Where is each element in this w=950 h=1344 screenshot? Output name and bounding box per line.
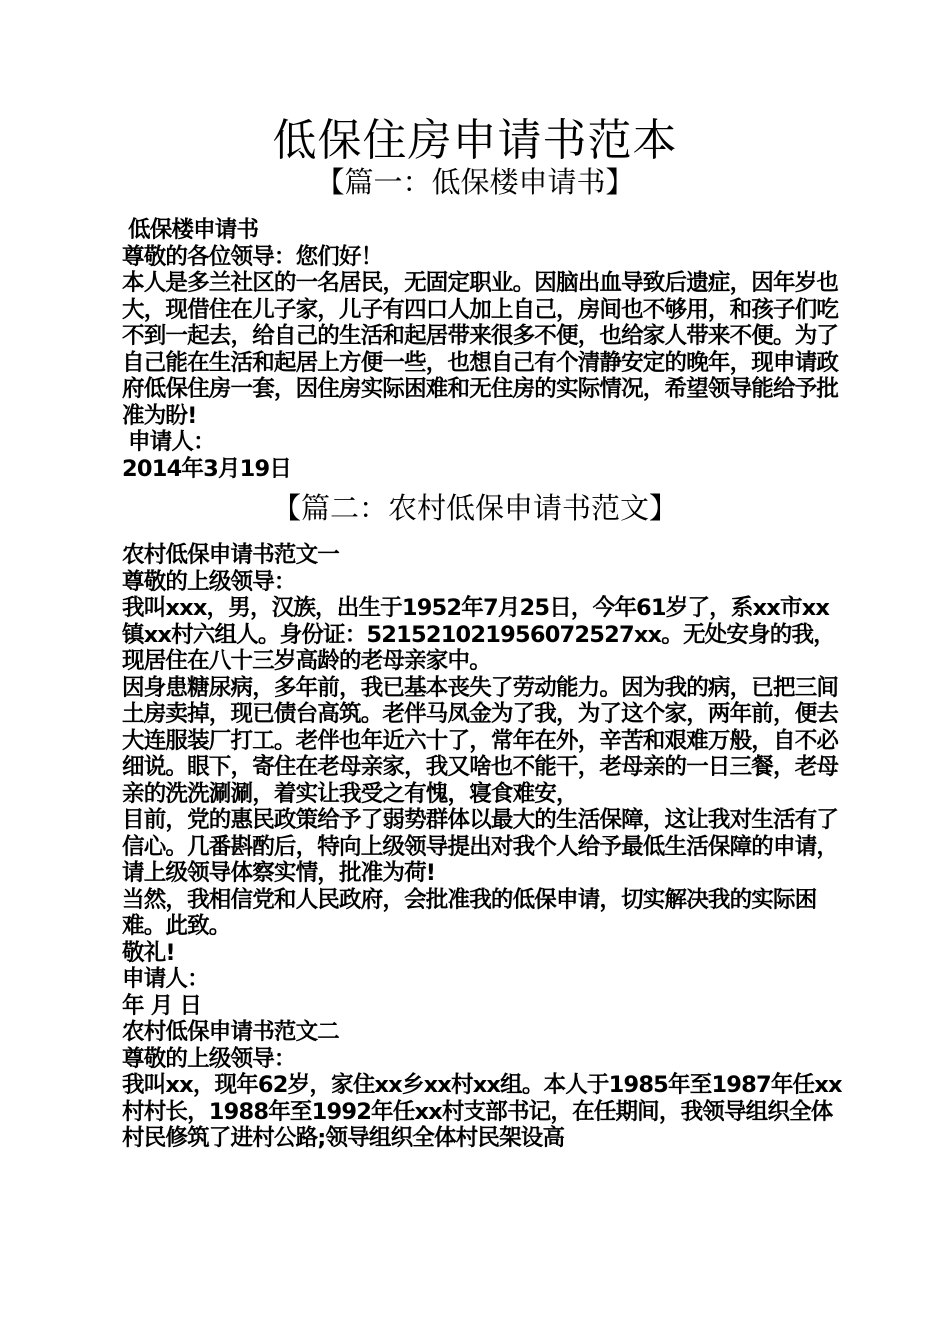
letter-title: 低保楼申请书 [128, 217, 259, 243]
letter-title: 农村低保申请书范文二 [122, 1019, 340, 1045]
document-title: 低保住房申请书范本 [272, 115, 678, 166]
date-line: 年 月 日 [122, 992, 202, 1019]
letter-title: 农村低保申请书范文一 [122, 542, 340, 568]
salutation: 尊敬的上级领导： [122, 568, 296, 595]
paragraph: 我叫xxx，男，汉族，出生于1952年7月25日，今年61岁了，系xx市xx镇xx村六组人。身份证：52152102195607252​7xx。无处安身的我，现居住在八十三岁高龄的老母亲家中。 [122, 595, 835, 674]
section-2-body [116, 542, 846, 1152]
paragraph: 我叫xx，现年62岁，家住xx乡xx村xx组。本人于1985年至1987年任xx村村长，1988年至1992年任xx村支部书记，在任期间，我领导组织全体村民修筑了进村公路;领导组织全体村民架设高 [122, 1072, 842, 1151]
salutation: 尊敬的各位领导：您们好！ [122, 243, 383, 270]
salutation: 尊敬的上级领导： [122, 1045, 296, 1072]
date-line: 2014年3月19日 [122, 455, 292, 482]
closing-line: 敬礼! [122, 939, 175, 966]
section-heading-2: 【篇二：农村低保申请书范文】 [271, 491, 678, 525]
applicant-label: 申请人： [128, 429, 215, 455]
section-heading-1: 【篇一：低保楼申请书】 [315, 165, 635, 199]
applicant-label: 申请人： [122, 966, 209, 992]
paragraph: 本人是多兰社区的一名居民，无固定职业。因脑出血导致后遗症，因年岁也大，现借住在儿子家，儿子有四口人加上自己，房间也不够用，和孩子们吃不到一起去，给自己的生活和起居带来很多不便，也给家人带来不便。为了自己能在生活和起居上方便一些，也想自己有个清静安定的晚年，现申请政府低保住房一套，因住房实际困难和无住房的实际情况，希望领导能给予批准为盼! [122, 270, 839, 429]
paragraph: 因身患糖尿病，多年前，我已基本丧失了劳动能力。因为我的病，已把三间土房卖掉，现已债台高筑。老伴马凤金为了我，为了这个家，两年前，便去大连服装厂打工。老伴也年近六十了，常年在外，辛苦和艰难万般，自不必细说。眼下，寄住在老母亲家，我又啥也不能干，老母亲的一日三餐，老母亲的洗洗涮涮，着实让我受之有愧，寝食难安， [122, 674, 839, 807]
section-1-body [116, 217, 846, 482]
paragraph: 目前，党的惠民政策给予了弱势群体以最大的生活保障，这让我对生活有了信心。几番斟酌后，特向上级领导提出对我个人给予最低生活保障的申请，请上级领导体察实情，批准为荷! [122, 807, 839, 886]
paragraph: 当然，我相信党和人民政府，会批准我的低保申请，切实解决我的实际困难。此致。 [122, 886, 817, 939]
